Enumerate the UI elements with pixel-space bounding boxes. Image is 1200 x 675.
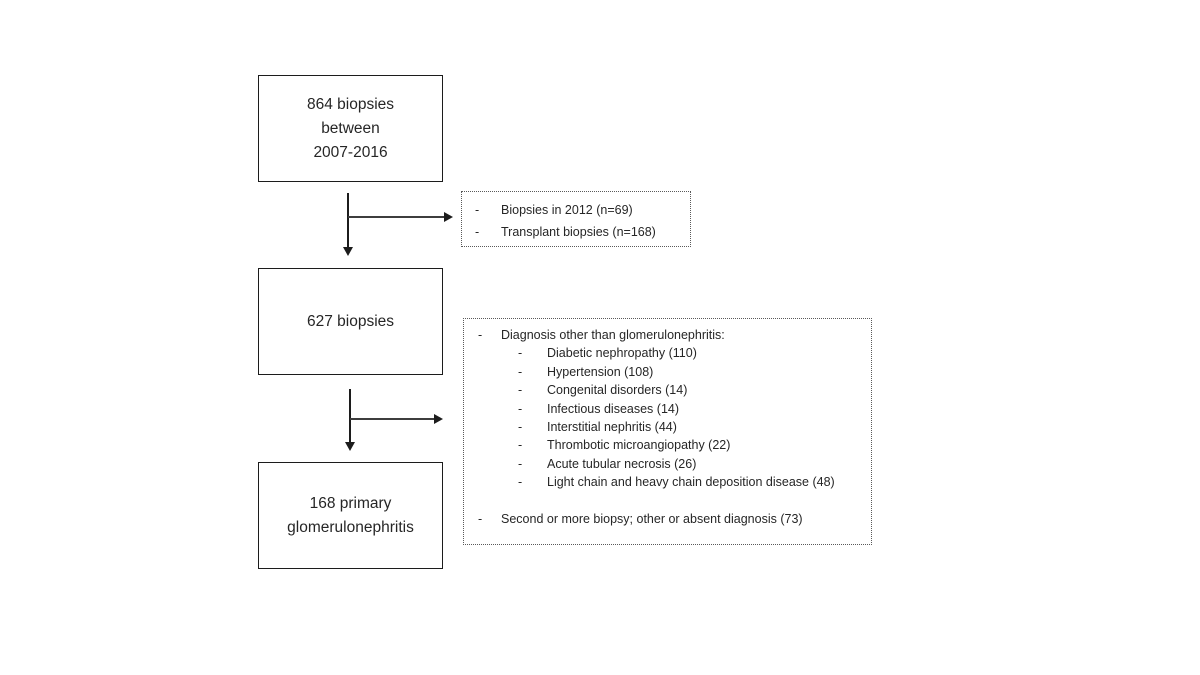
arrowhead-down-icon bbox=[343, 247, 353, 256]
arrowhead-down-icon bbox=[345, 442, 355, 451]
box-primary-line2: glomerulonephritis bbox=[287, 518, 414, 536]
exclusion-sub-item-text: Diabetic nephropathy (110) bbox=[547, 346, 697, 361]
exclusion-sub-item-text: Acute tubular necrosis (26) bbox=[547, 456, 697, 471]
exclusion-sub-item-text: Congenital disorders (14) bbox=[547, 383, 688, 398]
list-item bbox=[464, 363, 871, 381]
arrow-line-branch-to-exclusions-1 bbox=[348, 216, 444, 218]
bullet-dash: - bbox=[518, 420, 523, 435]
list-item bbox=[464, 455, 871, 473]
box-total-biopsies-line3: 2007-2016 bbox=[313, 143, 388, 161]
exclusion-final-item-text: Second or more biopsy; other or absent diagnosis (73) bbox=[501, 511, 803, 526]
list-item bbox=[462, 221, 690, 243]
list-item bbox=[464, 326, 871, 344]
list-item bbox=[462, 199, 690, 221]
box-total-biopsies bbox=[258, 75, 443, 182]
box-primary-glomerulonephritis bbox=[258, 462, 443, 569]
bullet-dash: - bbox=[478, 511, 483, 526]
list-item bbox=[464, 510, 871, 528]
bullet-dash: - bbox=[518, 475, 523, 490]
list-item bbox=[464, 400, 871, 418]
exclusion-item-text: Transplant biopsies (n=168) bbox=[501, 225, 656, 239]
box-total-biopsies-line1: 864 biopsies bbox=[306, 95, 395, 113]
arrow-line-middle-to-bottom bbox=[349, 389, 351, 442]
arrow-line-branch-to-exclusions-2 bbox=[350, 418, 434, 420]
exclusion-sub-item-text: Light chain and heavy chain deposition disease (48) bbox=[547, 475, 835, 490]
exclusion-sub-item-text: Interstitial nephritis (44) bbox=[547, 420, 677, 435]
bullet-dash: - bbox=[518, 438, 523, 453]
bullet-dash: - bbox=[478, 328, 483, 342]
exclusion-group-title: Diagnosis other than glomerulonephritis: bbox=[501, 328, 725, 342]
box-primary-line1: 168 primary bbox=[309, 494, 392, 512]
bullet-dash: - bbox=[518, 364, 523, 379]
list-item bbox=[464, 473, 871, 491]
box-remaining-biopsies bbox=[258, 268, 443, 375]
bullet-dash: - bbox=[475, 225, 480, 239]
blank-line bbox=[464, 492, 871, 510]
list-item bbox=[464, 418, 871, 436]
arrow-line-top-to-middle bbox=[347, 193, 349, 247]
list-item bbox=[464, 381, 871, 399]
list-item bbox=[464, 344, 871, 362]
exclusions-box-2 bbox=[463, 318, 872, 545]
bullet-dash: - bbox=[475, 203, 480, 217]
exclusion-sub-item-text: Infectious diseases (14) bbox=[547, 401, 680, 416]
bullet-dash: - bbox=[518, 401, 523, 416]
arrowhead-right-icon bbox=[434, 414, 443, 424]
list-item bbox=[464, 436, 871, 454]
exclusion-item-text: Biopsies in 2012 (n=69) bbox=[501, 203, 633, 217]
bullet-dash: - bbox=[518, 456, 523, 471]
box-remaining-biopsies-line1: 627 biopsies bbox=[306, 312, 395, 330]
bullet-dash: - bbox=[518, 383, 523, 398]
exclusions-box-1 bbox=[461, 191, 691, 247]
arrowhead-right-icon bbox=[444, 212, 453, 222]
box-total-biopsies-line2: between bbox=[321, 119, 380, 137]
exclusion-sub-item-text: Hypertension (108) bbox=[547, 364, 654, 379]
bullet-dash: - bbox=[518, 346, 523, 361]
exclusion-sub-item-text: Thrombotic microangiopathy (22) bbox=[547, 438, 731, 453]
